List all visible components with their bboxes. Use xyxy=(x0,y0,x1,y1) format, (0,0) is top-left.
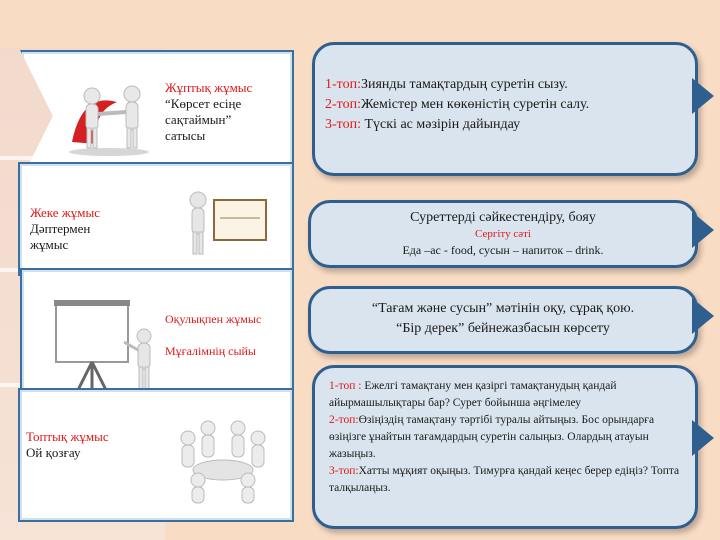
bubble4-arrow-icon xyxy=(692,420,714,456)
bubble2-line: Еда –ас - food, сусын – напиток – drink. xyxy=(402,243,604,257)
textbook-work-title: Оқулықпен жұмыс xyxy=(165,312,262,326)
group-work-title: Топтық жұмыс xyxy=(26,429,109,444)
bubble2-subtitle: Сергіту сәті xyxy=(475,228,531,240)
presentation-easel-icon xyxy=(48,298,158,393)
figure-with-board-icon xyxy=(180,190,270,260)
group-work-bubble xyxy=(312,365,698,529)
group-work-subtitle: Ой қозғау xyxy=(26,445,81,460)
bubble3-line-1: “Тағам және сусын” мәтінін оқу, сұрақ қою. xyxy=(371,301,635,316)
textbook-work-label xyxy=(165,311,290,359)
bubble1-line-1: 1-топ:Зиянды тамақтардың суретін сызу. xyxy=(325,77,568,92)
individual-work-title: Жеке жұмыс xyxy=(30,205,100,220)
bubble1-line-2: 2-топ:Жемістер мен көкөністің суретін салу. xyxy=(325,97,590,112)
pair-work-title: Жұптық жұмыс xyxy=(165,80,253,95)
pair-work-subtitle-2: сақтаймын” xyxy=(165,112,232,127)
pair-work-bubble xyxy=(312,42,698,176)
bubble4-item-2: 2-топ:Өзіңіздің тамақтану тәртібі туралы айтыңыз. Бос орындарға өзіңізге ұнайтын тағамдардың суретін салыңыз. Олардың атауын жазыңыз. xyxy=(329,414,655,460)
people-handshake-figures-icon xyxy=(62,82,157,157)
group-work-label xyxy=(26,429,156,461)
pair-work-subtitle-3: сатысы xyxy=(165,128,206,143)
bubble3-arrow-icon xyxy=(692,298,714,334)
individual-work-subtitle-2: жұмыс xyxy=(30,237,69,252)
bubble2-arrow-icon xyxy=(692,212,714,248)
bubble4-item-3: 3-топ:Хатты мұқият оқыңыз. Тимурға қандай кеңес берер едіңіз? Топта талқылаңыз. xyxy=(329,465,680,494)
textbook-work-bubble xyxy=(308,286,698,354)
bubble2-title: Суреттерді сәйкестендіру, бояу xyxy=(410,210,596,225)
individual-work-subtitle-1: Дәптермен xyxy=(30,221,91,236)
bubble4-item-1: 1-топ : Ежелгі тамақтану мен қазіргі тамақтанудың қандай айырмашылықтары бар? Сурет бойынша әңгімелеу xyxy=(329,380,617,409)
textbook-work-subtitle: Мұғалімнің сыйы xyxy=(165,344,256,358)
pair-work-subtitle-1: “Көрсет есіңе xyxy=(165,96,242,111)
bubble1-arrow-icon xyxy=(692,78,714,114)
individual-work-bubble xyxy=(308,200,698,268)
individual-work-label xyxy=(30,205,150,253)
bubble1-line-3: 3-топ: Түскі ас мәзірін дайындау xyxy=(325,117,521,132)
group-meeting-figures-icon xyxy=(168,410,278,505)
pair-work-label xyxy=(165,80,290,144)
bubble3-line-2: “Бір дерек” бейнежазбасын көрсету xyxy=(396,321,610,336)
